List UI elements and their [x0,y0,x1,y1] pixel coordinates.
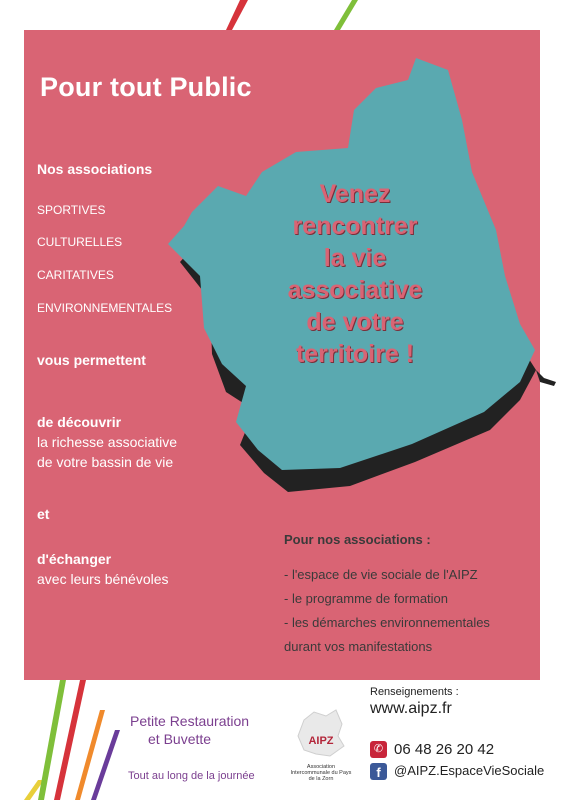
phone-number[interactable]: 06 48 26 20 42 [394,741,495,758]
discover-title: de découvrir [37,414,122,430]
facebook-icon: f [370,763,387,780]
offer-item-3: - les démarches environnementales [284,615,490,630]
headline-line-3: la vie [323,244,387,272]
category-sportives: SPORTIVES [37,203,106,217]
food-line-1: Petite Restauration [130,713,250,729]
food-line-2: et Buvette [148,731,212,747]
discover-line-1: la richesse associative [37,434,178,450]
headline-line-4: associative [287,276,423,304]
headline-line-6: territoire ! [295,340,415,368]
facebook-handle[interactable]: @AIPZ.EspaceVieSociale [394,763,545,778]
and-text: et [37,506,50,522]
phone-icon: ✆ [370,741,387,758]
permit-text: vous permettent [37,352,146,368]
headline [255,178,455,370]
contact-label: Renseignements : [370,686,459,698]
discover-line-2: de votre bassin de vie [37,454,174,470]
website-link[interactable]: www.aipz.fr [370,700,452,717]
offer-item-1: - l'espace de vie sociale de l'AIPZ [284,567,478,582]
associations-heading: Nos associations [37,161,153,177]
category-caritatives: CARITATIVES [37,268,114,282]
associations-offer-heading: Pour nos associations : [284,532,431,547]
category-culturelles: CULTURELLES [37,235,123,249]
all-day-text: Tout au long de la journée [128,770,255,782]
logo-text: AIPZ [308,735,334,747]
offer-item-2: - le programme de formation [284,591,449,606]
logo-subtitle: Association Intercommunale du Pays de la Zorn [290,764,352,782]
headline-line-1: Venez [319,180,391,208]
exchange-line: avec leurs bénévoles [37,571,169,587]
offer-item-3-continued: durant vos manifestations [284,639,433,654]
page-title: Pour tout Public [40,72,252,102]
headline-line-2: rencontrer [292,212,418,240]
headline-line-5: de votre [306,308,404,336]
exchange-title: d'échanger [37,551,112,567]
category-environnementales: ENVIRONNEMENTALES [37,301,173,315]
